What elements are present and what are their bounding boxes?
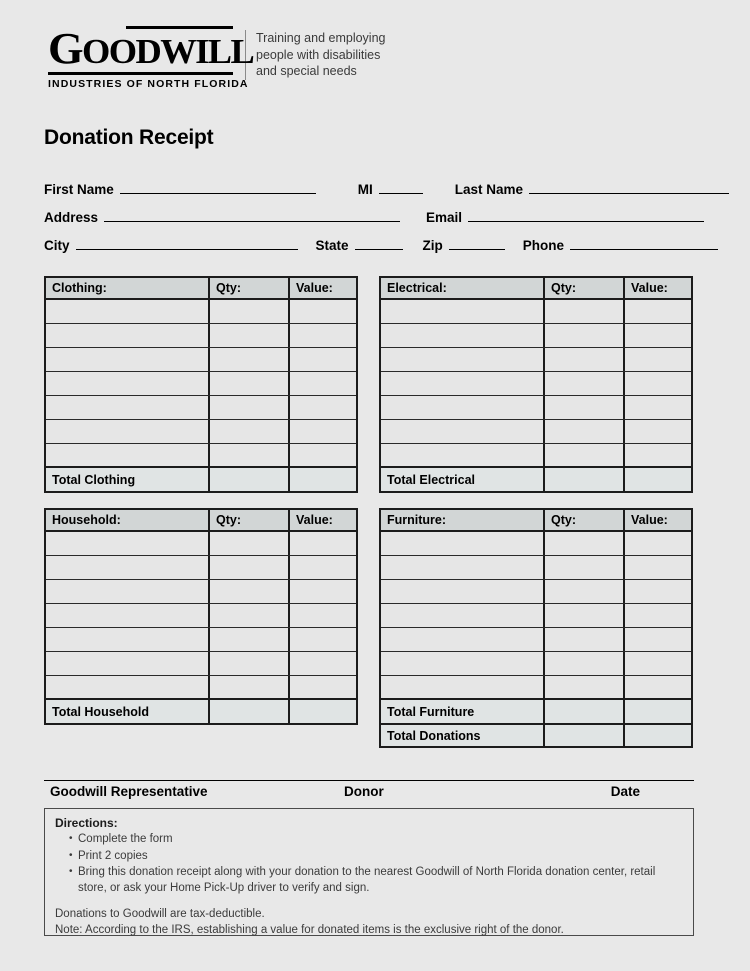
last-name-field[interactable] [455, 182, 729, 197]
table-total-row [381, 468, 691, 491]
item-name-cell[interactable] [46, 324, 210, 347]
item-value-cell[interactable] [625, 420, 691, 443]
item-name-cell[interactable] [381, 396, 545, 419]
item-qty-cell[interactable] [210, 348, 290, 371]
item-qty-cell[interactable] [545, 396, 625, 419]
item-name-cell[interactable] [381, 420, 545, 443]
city-label: City [44, 238, 70, 253]
item-qty-cell[interactable] [545, 652, 625, 675]
table-row [381, 372, 691, 396]
item-name-cell[interactable] [381, 652, 545, 675]
brand-header [48, 26, 398, 102]
table-row [46, 324, 356, 348]
mi-input[interactable] [379, 182, 423, 194]
item-name-cell[interactable] [381, 324, 545, 347]
item-value-cell[interactable] [625, 628, 691, 651]
last-name-label: Last Name [454, 182, 524, 197]
total-label: Total Electrical [381, 468, 545, 491]
item-name-cell[interactable] [381, 532, 545, 555]
total-qty-cell[interactable] [210, 468, 290, 491]
directions-list [55, 832, 683, 896]
first-name-input[interactable] [120, 182, 316, 194]
item-value-cell[interactable] [290, 324, 356, 347]
tagline-line-3: and special needs [256, 64, 357, 78]
email-input[interactable] [468, 210, 704, 222]
item-value-cell[interactable] [290, 628, 356, 651]
brand-tagline [245, 30, 385, 80]
city-input[interactable] [76, 238, 298, 250]
column-header-qty: Qty: [545, 510, 625, 530]
zip-input[interactable] [449, 238, 505, 250]
item-name-cell[interactable] [381, 604, 545, 627]
direction-item: • Print 2 copies [69, 849, 683, 865]
representative-label: Goodwill Representative [50, 784, 208, 799]
table-row [381, 444, 691, 468]
item-qty-cell[interactable] [210, 580, 290, 603]
signature-rule [44, 780, 694, 781]
item-name-cell[interactable] [381, 580, 545, 603]
logo-wordmark-initial: G [48, 24, 83, 73]
phone-input[interactable] [570, 238, 718, 250]
item-value-cell[interactable] [625, 396, 691, 419]
table-row [381, 604, 691, 628]
item-qty-cell[interactable] [545, 444, 625, 466]
column-header-category: Clothing: [46, 278, 210, 298]
table-row [381, 580, 691, 604]
first-name-field[interactable] [44, 182, 316, 197]
table-row [46, 676, 356, 700]
email-field[interactable] [426, 210, 704, 225]
table-row [381, 396, 691, 420]
table-row [381, 300, 691, 324]
item-name-cell[interactable] [381, 556, 545, 579]
mi-field[interactable] [358, 182, 423, 197]
table-header-row [46, 278, 356, 300]
table-row [46, 556, 356, 580]
item-name-cell[interactable] [381, 676, 545, 698]
item-value-cell[interactable] [290, 396, 356, 419]
item-qty-cell[interactable] [210, 676, 290, 698]
table-row [46, 300, 356, 324]
table-row [46, 420, 356, 444]
item-name-cell[interactable] [46, 556, 210, 579]
table-electrical [379, 276, 693, 493]
address-row [44, 210, 694, 238]
table-row [381, 532, 691, 556]
item-value-cell[interactable] [625, 556, 691, 579]
item-name-cell[interactable] [381, 372, 545, 395]
table-row [381, 324, 691, 348]
item-qty-cell[interactable] [545, 532, 625, 555]
table-total-row [46, 468, 356, 491]
tagline-line-2: people with disabilities [256, 47, 381, 62]
donor-label: Donor [344, 784, 384, 799]
state-label: State [315, 238, 349, 253]
column-header-value: Value: [296, 513, 333, 527]
column-header-category: Household: [46, 510, 210, 530]
directions-title: Directions: [55, 816, 118, 830]
table-row [381, 420, 691, 444]
total-qty-cell[interactable] [545, 700, 625, 723]
item-value-cell[interactable] [625, 604, 691, 627]
total-donations-label: Total Donations [381, 725, 545, 746]
table-row [381, 676, 691, 700]
item-name-cell[interactable] [46, 444, 210, 466]
item-value-cell[interactable] [625, 372, 691, 395]
table-header-row [46, 510, 356, 532]
phone-field[interactable] [523, 238, 718, 253]
item-value-cell[interactable] [625, 532, 691, 555]
item-value-cell[interactable] [290, 676, 356, 698]
item-name-cell[interactable] [46, 628, 210, 651]
total-label: Total Household [46, 700, 210, 723]
column-header-category: Furniture: [381, 510, 545, 530]
item-qty-cell[interactable] [545, 580, 625, 603]
item-qty-cell[interactable] [210, 372, 290, 395]
total-label: Total Furniture [381, 700, 545, 723]
table-household [44, 508, 358, 725]
item-qty-cell[interactable] [545, 628, 625, 651]
city-state-zip-row [44, 238, 694, 266]
item-qty-cell[interactable] [210, 652, 290, 675]
phone-label: Phone [522, 238, 565, 253]
column-header-qty: Qty: [210, 510, 290, 530]
item-qty-cell[interactable] [210, 628, 290, 651]
item-value-cell[interactable] [625, 324, 691, 347]
item-name-cell[interactable] [381, 444, 545, 466]
first-name-label: First Name [44, 182, 114, 197]
item-name-cell[interactable] [46, 604, 210, 627]
item-qty-cell[interactable] [210, 444, 290, 466]
state-input[interactable] [355, 238, 403, 250]
item-qty-cell[interactable] [545, 420, 625, 443]
column-header-value: Value: [296, 281, 333, 295]
item-name-cell[interactable] [381, 348, 545, 371]
item-value-cell[interactable] [290, 532, 356, 555]
address-label: Address [44, 210, 99, 225]
table-row [381, 348, 691, 372]
directions-footer [55, 906, 683, 938]
logo-subtitle: INDUSTRIES OF NORTH FLORIDA [48, 78, 249, 90]
table-header-row [381, 510, 691, 532]
table-row [381, 556, 691, 580]
item-value-cell[interactable] [290, 652, 356, 675]
table-row [46, 444, 356, 468]
donor-info-form [44, 182, 694, 266]
table-total-row [46, 700, 356, 723]
total-value-cell[interactable] [625, 468, 691, 491]
item-name-cell[interactable] [46, 532, 210, 555]
table-row [46, 532, 356, 556]
item-value-cell[interactable] [290, 420, 356, 443]
item-value-cell[interactable] [290, 580, 356, 603]
item-qty-cell[interactable] [545, 556, 625, 579]
column-header-qty: Qty: [210, 278, 290, 298]
zip-field[interactable] [423, 238, 505, 253]
table-row [381, 652, 691, 676]
direction-item: • Bring this donation receipt along with your donation to the nearest Goodwill of North Florida donation center, retail store, or ask your Home Pick-Up driver to verify and sign. [69, 865, 683, 896]
tagline-line-1: Training and employing [256, 31, 386, 45]
column-header-value: Value: [631, 513, 668, 527]
email-label: Email [426, 210, 463, 225]
item-qty-cell[interactable] [545, 676, 625, 698]
mi-label: MI [357, 182, 373, 197]
tax-deductible-note: Donations to Goodwill are tax-deductible. [55, 908, 265, 920]
total-value-cell[interactable] [625, 700, 691, 723]
item-qty-cell[interactable] [210, 556, 290, 579]
item-name-cell[interactable] [46, 396, 210, 419]
name-row [44, 182, 694, 210]
item-qty-cell[interactable] [210, 324, 290, 347]
directions-box [44, 808, 694, 936]
total-donations-box [379, 723, 693, 748]
address-field[interactable] [44, 210, 400, 225]
column-header-qty: Qty: [545, 278, 625, 298]
item-qty-cell[interactable] [210, 420, 290, 443]
item-name-cell[interactable] [46, 580, 210, 603]
item-qty-cell[interactable] [210, 532, 290, 555]
total-label: Total Clothing [46, 468, 210, 491]
table-row [46, 652, 356, 676]
table-row [46, 604, 356, 628]
item-qty-cell[interactable] [210, 396, 290, 419]
item-value-cell[interactable] [625, 652, 691, 675]
item-value-cell[interactable] [625, 348, 691, 371]
column-header-value: Value: [631, 281, 668, 295]
item-name-cell[interactable] [46, 348, 210, 371]
logo-top-rule [126, 26, 233, 29]
item-qty-cell[interactable] [545, 300, 625, 323]
table-total-row [381, 700, 691, 723]
total-donations-qty-cell[interactable] [545, 725, 625, 746]
last-name-input[interactable] [529, 182, 729, 194]
item-value-cell[interactable] [290, 348, 356, 371]
total-value-cell[interactable] [290, 468, 356, 491]
item-value-cell[interactable] [625, 444, 691, 466]
item-value-cell[interactable] [625, 676, 691, 698]
total-qty-cell[interactable] [210, 700, 290, 723]
table-row [381, 628, 691, 652]
item-name-cell[interactable] [381, 300, 545, 323]
item-qty-cell[interactable] [545, 324, 625, 347]
item-value-cell[interactable] [290, 604, 356, 627]
total-donations-row [381, 725, 691, 746]
table-header-row [381, 278, 691, 300]
item-name-cell[interactable] [46, 676, 210, 698]
item-qty-cell[interactable] [545, 372, 625, 395]
item-qty-cell[interactable] [210, 604, 290, 627]
item-value-cell[interactable] [625, 300, 691, 323]
item-value-cell[interactable] [290, 300, 356, 323]
item-name-cell[interactable] [46, 300, 210, 323]
total-donations-value-cell[interactable] [625, 725, 691, 746]
item-name-cell[interactable] [46, 420, 210, 443]
item-name-cell[interactable] [381, 628, 545, 651]
logo-wordmark [48, 24, 254, 73]
zip-label: Zip [422, 238, 443, 253]
city-field[interactable] [44, 238, 298, 253]
item-value-cell[interactable] [290, 556, 356, 579]
page-title: Donation Receipt [44, 126, 214, 149]
table-furniture [379, 508, 693, 725]
item-name-cell[interactable] [46, 652, 210, 675]
column-header-category: Electrical: [381, 278, 545, 298]
address-input[interactable] [104, 210, 400, 222]
state-field[interactable] [316, 238, 403, 253]
total-qty-cell[interactable] [545, 468, 625, 491]
table-row [46, 628, 356, 652]
signature-labels [44, 784, 694, 804]
item-qty-cell[interactable] [545, 348, 625, 371]
item-qty-cell[interactable] [210, 300, 290, 323]
direction-item: • Complete the form [69, 832, 683, 848]
table-row [46, 372, 356, 396]
item-value-cell[interactable] [290, 444, 356, 466]
table-row [46, 396, 356, 420]
item-value-cell[interactable] [625, 580, 691, 603]
item-value-cell[interactable] [290, 372, 356, 395]
item-qty-cell[interactable] [545, 604, 625, 627]
item-name-cell[interactable] [46, 372, 210, 395]
table-row [46, 580, 356, 604]
irs-note: Note: According to the IRS, establishing a value for donated items is the exclusive right of the donor. [55, 924, 564, 936]
total-value-cell[interactable] [290, 700, 356, 723]
table-row [46, 348, 356, 372]
logo-wordmark-rest: OODWILL [82, 32, 254, 71]
date-label: Date [610, 784, 640, 799]
table-clothing [44, 276, 358, 493]
goodwill-logo [48, 24, 254, 90]
